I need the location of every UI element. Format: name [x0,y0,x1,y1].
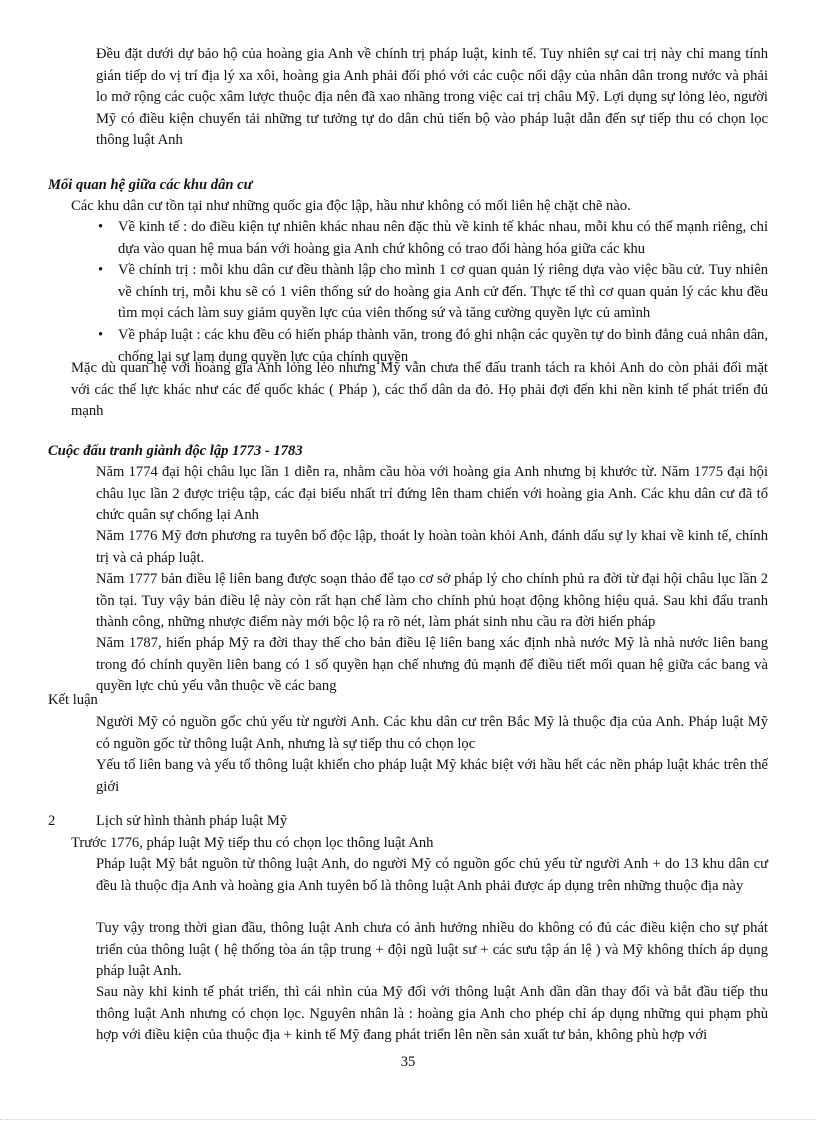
relations-intro: Các khu dân cư tồn tại như những quốc gia độc lập, hầu như không có mối liên hệ chặt chẽ nào. [71,198,631,214]
section-2-paragraph: Sau này khi kinh tế phát triển, thì cái nhìn của Mỹ đối với thông luật Anh dần dần thay đổi và bắt đầu tiếp thu thông luật Anh nhưng có chọn lọc. Nguyên nhân là : hoàng gia Anh cho phép chỉ áp dụng những qui phạm phù hợp với điều kiện của thuộc địa + kinh tế Mỹ đang phát triển lên nền sản xuất tư bản, không phù hợp với [96,984,768,1044]
bullet-icon: • [98,262,104,279]
independence-paragraph: Năm 1774 đại hội châu lục lần 1 diễn ra, nhằm cầu hòa với hoàng gia Anh nhưng bị khước từ. Năm 1775 đại hội châu lục lần 2 được triệu tập, các đại biểu nhất trí đứng lên tham chiến với hoàng gia Anh. Các khu dân cư đã tổ chức quân sự chống lại Anh [96,464,768,524]
independence-paragraph: Năm 1787, hiến pháp Mỹ ra đời thay thế cho bản điều lệ liên bang xác định nhà nước Mỹ là nhà nước liên bang trong đó chính quyền liên bang có 1 số quyền hạn chế nhưng đủ mạnh để điều tiết mối quan hệ giữa các bang và quyền lực chủ yếu vẫn thuộc về các bang [96,635,768,695]
list-item [88,260,768,325]
section-title: Lịch sử hình thành pháp luật Mỹ [96,813,288,829]
relations-bullet-list [88,217,768,368]
section-number: 2 [48,813,56,829]
heading-conclusion: Kết luận [48,692,98,708]
section-2-heading [48,811,287,833]
section-2-paragraph: Pháp luật Mỹ bắt nguồn từ thông luật Anh, do người Mỹ có nguồn gốc chủ yếu từ người Anh + do 13 khu dân cư đều là thuộc địa Anh và hoàng gia Anh tuyên bố là thông luật Anh phải được áp dụng trên những thuộc địa này [96,856,768,894]
page-bottom-divider [0,1119,816,1120]
independence-paragraph: Năm 1776 Mỹ đơn phương ra tuyên bố độc lập, thoát ly hoàn toàn khỏi Anh, đánh dấu sự ly khai về kinh tế, chính trị và cả pháp luật. [96,528,768,566]
conclusion-paragraph: Yếu tố liên bang và yếu tố thông luật khiến cho pháp luật Mỹ khác biệt với hầu hết các nền pháp luật khác trên thế giới [96,757,768,795]
section-2-subheading: Trước 1776, pháp luật Mỹ tiếp thu có chọn lọc thông luật Anh [71,835,434,851]
heading-independence: Cuộc đấu tranh giành độc lập 1773 - 1783 [48,443,303,459]
independence-paragraph: Năm 1777 bản điều lệ liên bang được soạn thảo để tạo cơ sở pháp lý cho chính phủ ra đời từ đại hội châu lục lần 2 tồn tại. Tuy vậy bản điều lệ này còn rất hạn chế làm cho chính phủ hoạt động không hiệu quả. Sau khi đấu tranh thành công, những nhược điểm này mới bộc lộ ra rõ nét, làm phát sinh nhu cầu ra đời hiến pháp [96,571,768,631]
section-2-paragraph: Tuy vậy trong thời gian đầu, thông luật Anh chưa có ảnh hưởng nhiều do không có đủ các điều kiện cho sự phát triển của thông luật ( hệ thống tòa án tập trung + đội ngũ luật sư + các sưu tập án lệ ) và Mỹ không thích áp dụng pháp luật Anh. [96,920,768,980]
bullet-text: Về kinh tế : do điều kiện tự nhiên khác nhau nên đặc thù về kinh tế khác nhau, mỗi khu có thế mạnh riêng, chỉ dựa vào quan hệ mua bán với hoàng gia Anh chứ không có trao đổi hàng hóa giữa các khu [118,219,768,257]
bullet-text: Về chính trị : mỗi khu dân cư đều thành lập cho mình 1 cơ quan quản lý riêng dựa vào việc bầu cử. Tuy nhiên về chính trị, mỗi khu sẽ có 1 viên thống sứ do hoàng gia Anh cử đến. Thực tế thì cơ quan quản lý các khu đều tìm mọi cách làm suy giảm quyền lực của viên thống sứ và tăng cường quyền lực củ amình [118,262,768,322]
bullet-icon: • [98,326,104,343]
list-item [88,217,768,260]
relations-closing: Mặc dù quan hệ với hoàng gia Anh lỏng lẻo nhưng Mỹ vẫn chưa thể đấu tranh tách ra khỏi Anh do còn phải đối mặt với các thế lực khác như các đế quốc khác ( Pháp ), các thổ dân da đỏ. Họ phải đợi đến khi nền kinh tế phát triển đủ mạnh [71,360,768,420]
bullet-text: Về pháp luật : các khu đều có hiến pháp thành văn, trong đó ghi nhận các quyền tự do bình đẳng cuả nhân dân, chống lại sự lạm dụng quyền lực của chính quyền [118,326,768,365]
page-number: 35 [400,1054,416,1070]
intro-paragraph: Đều đặt dưới dự bảo hộ của hoàng gia Anh về chính trị pháp luật, kinh tế. Tuy nhiên sự cai trị này chỉ mang tính gián tiếp do vị trí địa lý xa xôi, hoàng gia Anh phải đối phó với các cuộc nổi dậy của nhân dân trong nước và phải lo mở rộng các cuộc xâm lược thuộc địa nên đã xao nhãng trong việc cai trị châu Mỹ. Lợi dụng sự lỏng lẻo, người Mỹ có điều kiện chuyển tải những tư tưởng tự do dân chủ tiến bộ vào pháp luật dẫn đến sự tiếp thu có chọn lọc thông luật Anh [96,46,768,149]
conclusion-paragraph: Người Mỹ có nguồn gốc chủ yếu từ người Anh. Các khu dân cư trên Bắc Mỹ là thuộc địa của Anh. Pháp luật Mỹ có nguồn gốc từ thông luật Anh, nhưng là sự tiếp thu có chọn lọc [96,714,768,752]
heading-relations: Mối quan hệ giữa các khu dân cư [48,177,253,193]
bullet-icon: • [98,219,104,235]
